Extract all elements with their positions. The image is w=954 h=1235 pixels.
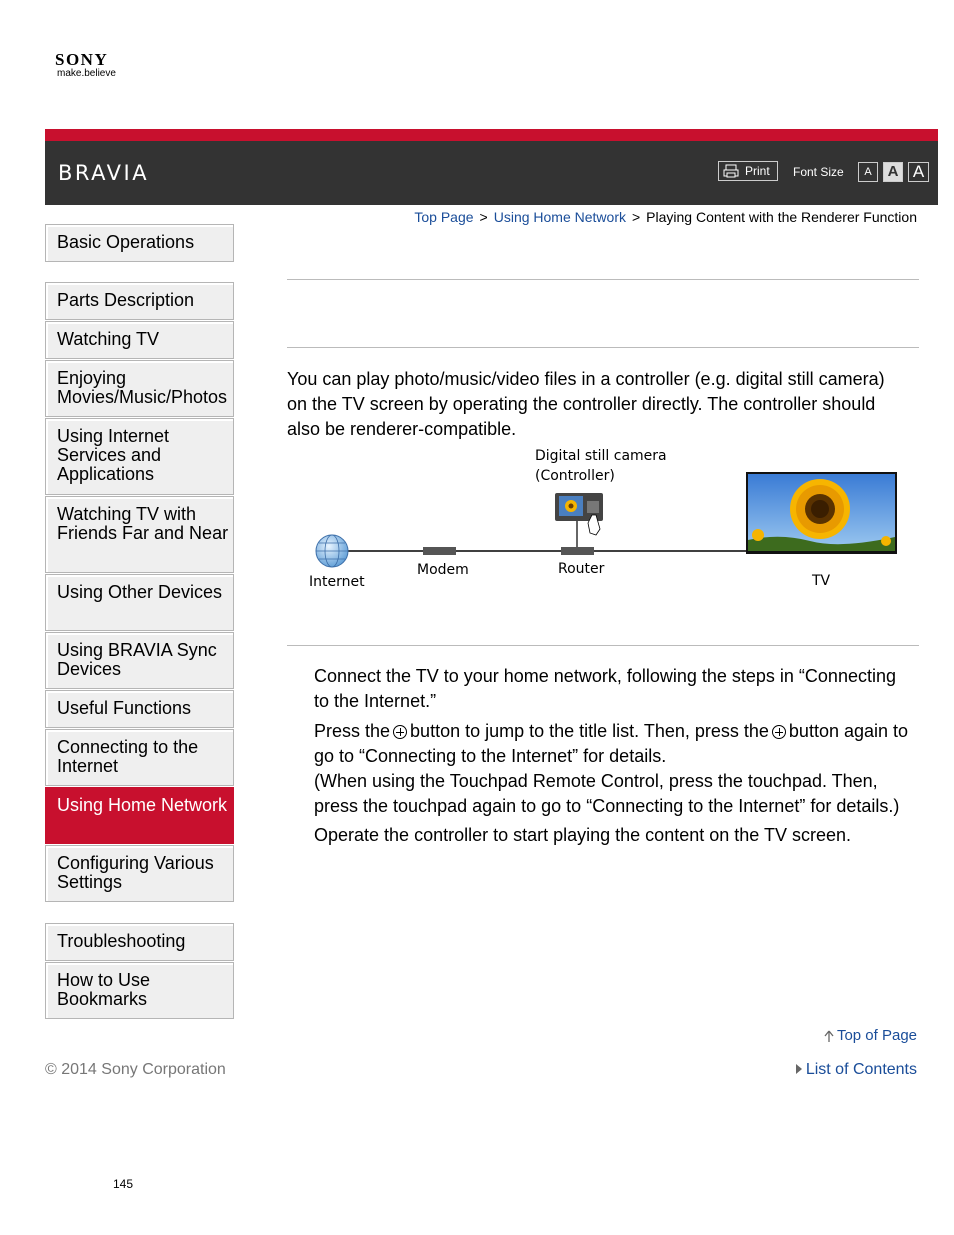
- nav-how-to-use-bookmarks[interactable]: How to Use Bookmarks: [45, 962, 234, 1019]
- nav-watching-tv-with-friends[interactable]: Watching TV with Friends Far and Near: [45, 496, 234, 573]
- nav-basic-operations[interactable]: Basic Operations: [45, 224, 234, 262]
- step-2-touchpad-note: (When using the Touchpad Remote Control, press the touchpad. Then, press the touchpad again to go to “Connecting to the Internet” for details.): [314, 771, 900, 816]
- top-of-page-label: Top of Page: [836, 1027, 917, 1044]
- breadcrumb-using-home-network[interactable]: Using Home Network: [493, 209, 626, 225]
- connection-diagram: [300, 445, 905, 605]
- list-of-contents-label: List of Contents: [805, 1061, 917, 1078]
- nav-connecting-to-internet[interactable]: Connecting to the Internet: [45, 729, 234, 786]
- breadcrumb: [414, 209, 917, 225]
- tv-icon: [746, 472, 897, 553]
- nav-useful-functions[interactable]: Useful Functions: [45, 690, 234, 728]
- nav-watching-tv[interactable]: Watching TV: [45, 321, 234, 359]
- header-bar: [45, 129, 938, 205]
- nav-enjoying-movies-music-photos[interactable]: Enjoying Movies/Music/Photos: [45, 360, 234, 417]
- sony-logo: [55, 52, 116, 80]
- nav-using-other-devices[interactable]: Using Other Devices: [45, 574, 234, 631]
- print-label: Print: [745, 164, 770, 178]
- steps-list: [314, 664, 914, 853]
- camera-label: Digital still camera: [535, 448, 667, 464]
- camera-icon: [555, 493, 603, 535]
- home-button-icon: [772, 725, 786, 739]
- breadcrumb-current: Playing Content with the Renderer Function: [646, 209, 917, 225]
- internet-label: Internet: [309, 574, 365, 590]
- breadcrumb-separator: >: [479, 209, 488, 225]
- controller-label: (Controller): [535, 468, 615, 484]
- step-3: Operate the controller to start playing the content on the TV screen.: [314, 825, 851, 845]
- breadcrumb-separator: >: [631, 209, 641, 225]
- top-of-page-link[interactable]: [824, 1027, 917, 1045]
- step-1: Connect the TV to your home network, following the steps in “Connecting to the Internet.”: [314, 666, 896, 711]
- step-2-text-b: button to jump to the title list. Then, press the: [410, 721, 769, 741]
- sony-wordmark: SONY: [55, 50, 109, 69]
- globe-icon: [316, 535, 348, 567]
- step-2-text-a: Press the: [314, 721, 391, 741]
- step-2: [314, 719, 914, 819]
- font-size-medium-button[interactable]: A: [883, 162, 903, 182]
- font-size-label: Font Size: [793, 165, 844, 179]
- print-icon: [723, 164, 739, 178]
- arrow-up-icon: [824, 1030, 834, 1042]
- step-2-text-c: button again to go to “Connecting to the Internet” for details.: [314, 721, 909, 766]
- nav-using-bravia-sync[interactable]: Using BRAVIA Sync Devices: [45, 632, 234, 689]
- sony-tagline: make.believe: [57, 68, 116, 79]
- copyright: © 2014 Sony Corporation: [45, 1061, 226, 1078]
- arrow-right-icon: [795, 1063, 803, 1075]
- font-size-large-button[interactable]: A: [908, 162, 929, 182]
- nav-using-home-network[interactable]: Using Home Network: [45, 787, 234, 844]
- intro-paragraph: You can play photo/music/video files in a controller (e.g. digital still camera) on the TV screen by operating the controller directly. The controller should also be renderer-compatible.: [287, 369, 885, 439]
- font-size-small-button[interactable]: A: [858, 162, 878, 182]
- nav-parts-description[interactable]: Parts Description: [45, 282, 234, 320]
- breadcrumb-top-page[interactable]: Top Page: [414, 209, 474, 225]
- divider: [287, 347, 919, 348]
- divider: [287, 645, 919, 646]
- home-button-icon: [393, 725, 407, 739]
- list-of-contents-link[interactable]: [795, 1061, 917, 1079]
- divider: [287, 279, 919, 280]
- nav-using-internet-services[interactable]: Using Internet Services and Applications: [45, 418, 234, 495]
- nav-configuring-settings[interactable]: Configuring Various Settings: [45, 845, 234, 902]
- print-button[interactable]: [718, 161, 778, 181]
- router-icon: [561, 547, 594, 555]
- page-number: 145: [113, 1177, 134, 1191]
- bravia-logo: BRAVIA: [58, 161, 150, 185]
- modem-icon: [423, 547, 456, 555]
- tv-label: TV: [812, 573, 831, 589]
- nav-troubleshooting[interactable]: Troubleshooting: [45, 923, 234, 961]
- router-label: Router: [558, 561, 605, 577]
- modem-label: Modem: [417, 562, 469, 578]
